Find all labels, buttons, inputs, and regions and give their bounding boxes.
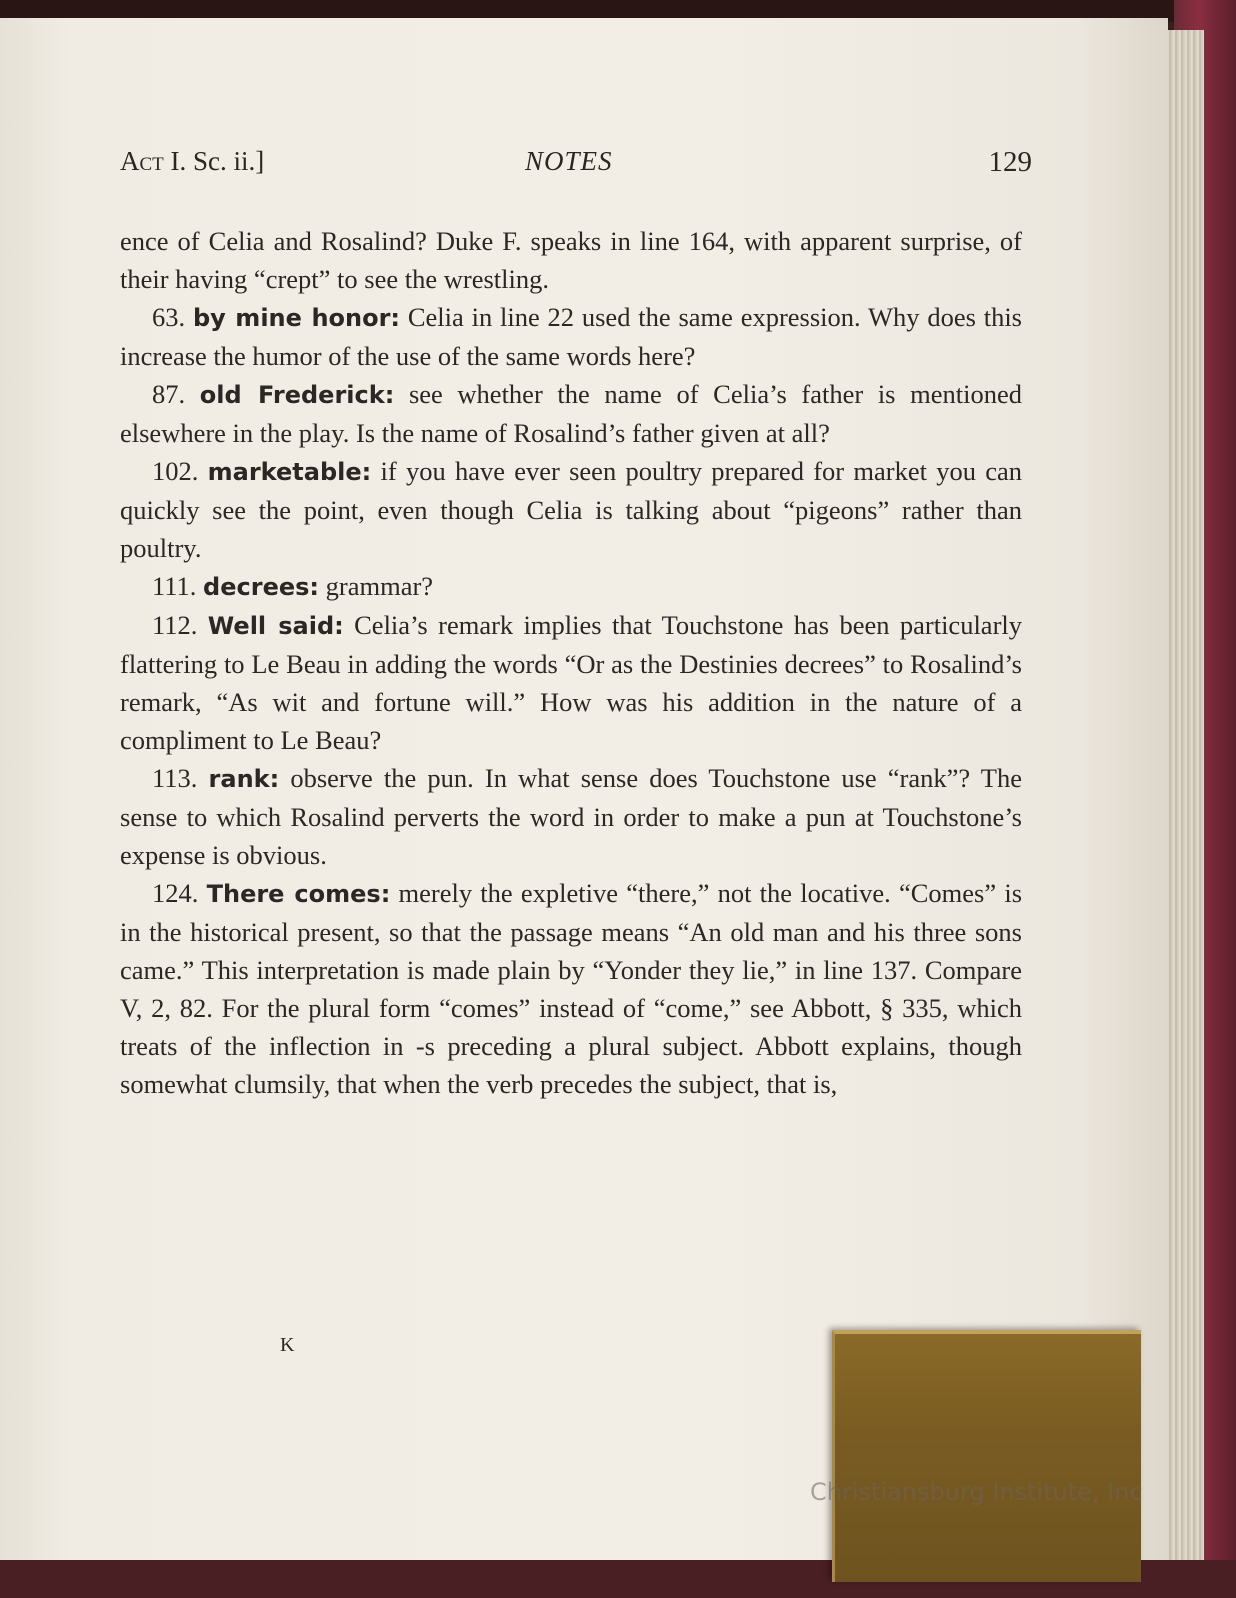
running-head-act: Act xyxy=(120,146,164,176)
page-header xyxy=(120,146,1032,186)
note-text: see whether the name of Celia’s father is mentioned elsewhere in the play. Is the name of Rosalind’s father given at all? xyxy=(120,379,1022,448)
note-text: observe the pun. In what sense does Touchstone use “rank”? The sense to which Rosalind perverts the word in order to make a pun at Touchstone’s expense is obvious. xyxy=(120,763,1022,870)
note-113 xyxy=(120,759,1022,874)
note-111 xyxy=(120,567,1022,606)
note-102 xyxy=(120,452,1022,567)
note-number: 102. xyxy=(152,456,199,486)
note-112 xyxy=(120,606,1022,759)
note-124 xyxy=(120,874,1022,1103)
note-text: Celia in line 22 used the same expression. Why does this increase the humor of the use of the same words here? xyxy=(120,302,1022,371)
note-text: Celia’s remark implies that Touchstone has been particularly flattering to Le Beau in adding the words “Or as the Destinies decrees” to Rosalind’s remark, “As wit and fortune will.” How was his addition in the nature of a compliment to Le Beau? xyxy=(120,610,1023,755)
note-number: 63. xyxy=(152,302,186,332)
section-title: NOTES xyxy=(525,146,613,176)
note-87 xyxy=(120,375,1022,452)
note-number: 113. xyxy=(152,763,198,793)
note-lemma: decrees: xyxy=(203,573,320,601)
note-number: 87. xyxy=(152,379,186,409)
note-text: grammar? xyxy=(319,571,434,601)
note-lemma: old Frederick: xyxy=(199,381,395,409)
notes-body xyxy=(120,222,1022,1103)
note-lemma: There comes: xyxy=(206,880,391,908)
continuation-paragraph: ence of Celia and Rosalind? Duke F. speaks in line 164, with apparent surprise, of their having “crept” to see the wrestling. xyxy=(120,226,1022,294)
note-text: merely the expletive “there,” not the locative. “Comes” is in the historical present, so that the passage means “An old man and his three sons came.” This interpretation is made plain by “Yonder they lie,” in line 137. Compare V, 2, 82. For the plural form “comes” instead of “come,” see Abbott, § 335, which treats of the inflection in -s preceding a plural subject. Abbott explains, though somewhat clumsily, that when the verb precedes the subject, that is, xyxy=(120,878,1023,1099)
signature-mark: K xyxy=(280,1334,295,1356)
note-text: if you have ever seen poultry prepared for market you can quickly see the point, even though Celia is talking about “pigeons” rather than poultry. xyxy=(120,456,1022,563)
note-lemma: rank: xyxy=(208,765,280,793)
running-head xyxy=(120,146,264,177)
note-lemma: marketable: xyxy=(207,458,372,486)
note-lemma: by mine honor: xyxy=(192,304,401,332)
note-number: 111. xyxy=(152,571,197,601)
bookmark-ribbon xyxy=(832,1330,1141,1582)
note-lemma: Well said: xyxy=(207,612,344,640)
note-number: 112. xyxy=(152,610,198,640)
running-head-scene: I. Sc. ii.] xyxy=(163,146,265,176)
watermark: Christiansburg Institute, Inc xyxy=(810,1478,1143,1506)
note-63 xyxy=(120,298,1022,375)
page-number: 129 xyxy=(988,146,1032,178)
note-number: 124. xyxy=(152,878,199,908)
